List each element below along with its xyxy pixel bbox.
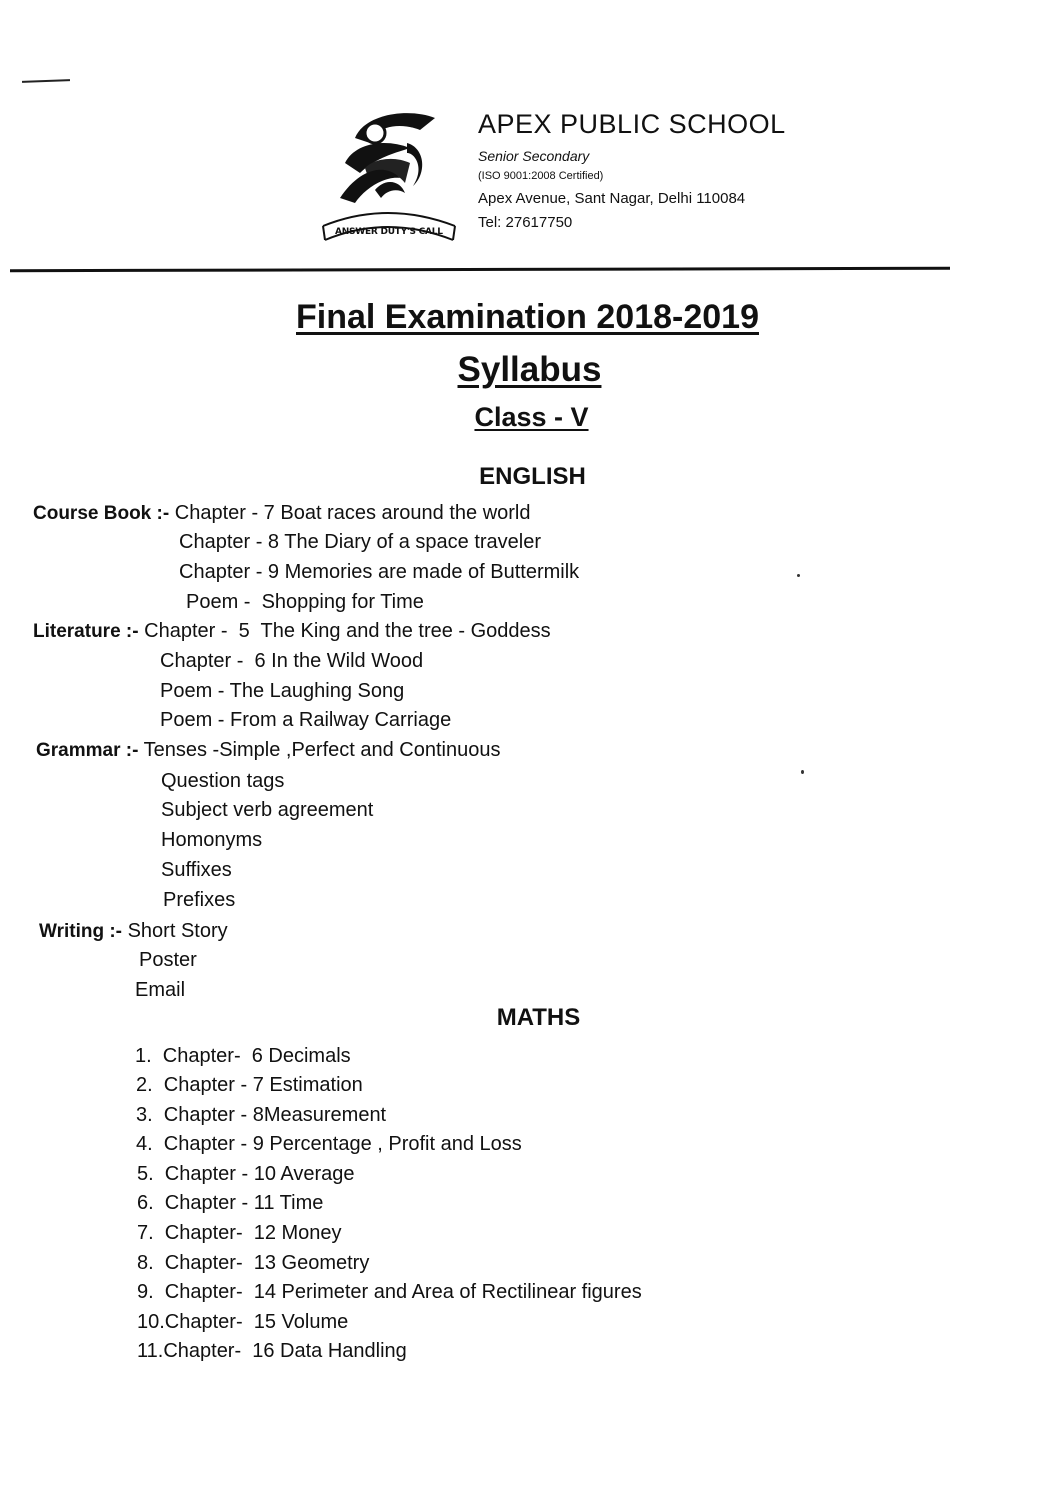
scan-dot (797, 574, 800, 577)
maths-heading: MATHS (496, 1004, 581, 1031)
list-item: Chapter - 7 Boat races around the world (174, 502, 531, 524)
list-item: 10.Chapter- 15 Volume (137, 1311, 349, 1333)
list-item: Short Story (127, 920, 228, 942)
school-address: Apex Avenue, Sant Nagar, Delhi 110084 (478, 190, 746, 208)
literature-row (33, 620, 551, 643)
course-book-label: Course Book :- (33, 503, 170, 524)
list-item: 2. Chapter - 7 Estimation (136, 1074, 363, 1096)
header-divider (10, 267, 950, 272)
list-item: Chapter - 6 In the Wild Wood (160, 650, 424, 672)
course-book-row (33, 502, 531, 525)
list-item: 9. Chapter- 14 Perimeter and Area of Rectilinear figures (137, 1281, 642, 1303)
list-item: 5. Chapter - 10 Average (137, 1163, 355, 1185)
writing-label: Writing :- (39, 921, 123, 942)
english-heading: ENGLISH (479, 463, 586, 490)
scan-dot (801, 770, 804, 774)
list-item: 7. Chapter- 12 Money (137, 1222, 342, 1244)
list-item: Poem - The Laughing Song (160, 680, 405, 702)
class-heading: Class - V (474, 402, 589, 432)
list-item: Chapter - 5 The King and the tree - Goddess (144, 620, 551, 642)
literature-label: Literature :- (33, 621, 139, 642)
list-item: Chapter - 9 Memories are made of Buttermilk (179, 561, 580, 583)
list-item: Prefixes (163, 889, 236, 911)
list-item: Email (135, 979, 186, 1001)
list-item: Tenses -Simple ,Perfect and Continuous (143, 739, 501, 761)
writing-row (39, 920, 228, 943)
school-name: APEX PUBLIC SCHOOL (478, 109, 786, 139)
school-header (478, 108, 786, 232)
scan-mark (22, 79, 70, 83)
school-certification: (ISO 9001:2008 Certified) (478, 170, 604, 183)
list-item: Question tags (161, 770, 285, 792)
list-item: Homonyms (161, 829, 263, 851)
list-item: 11.Chapter- 16 Data Handling (137, 1340, 407, 1362)
exam-title: Final Examination 2018-2019 (296, 298, 759, 336)
grammar-label: Grammar :- (36, 740, 139, 761)
list-item: Chapter - 8 The Diary of a space traveler (179, 531, 542, 553)
school-level: Senior Secondary (478, 148, 590, 165)
school-logo-icon (315, 108, 460, 248)
list-item: 8. Chapter- 13 Geometry (137, 1252, 370, 1274)
syllabus-heading: Syllabus (457, 350, 602, 389)
svg-text:ANSWER DUTY'S CALL: ANSWER DUTY'S CALL (335, 227, 443, 237)
list-item: Suffixes (161, 859, 232, 881)
list-item: 1. Chapter- 6 Decimals (135, 1045, 351, 1067)
list-item: Subject verb agreement (161, 799, 374, 821)
list-item: 3. Chapter - 8Measurement (136, 1104, 387, 1126)
list-item: Poem - From a Railway Carriage (160, 709, 452, 731)
list-item: Poem - Shopping for Time (186, 591, 424, 613)
list-item: 6. Chapter - 11 Time (137, 1192, 324, 1214)
grammar-row (36, 739, 500, 762)
list-item: Poster (139, 949, 197, 971)
school-tel: Tel: 27617750 (478, 214, 573, 232)
list-item: 4. Chapter - 9 Percentage , Profit and Loss (136, 1133, 522, 1155)
